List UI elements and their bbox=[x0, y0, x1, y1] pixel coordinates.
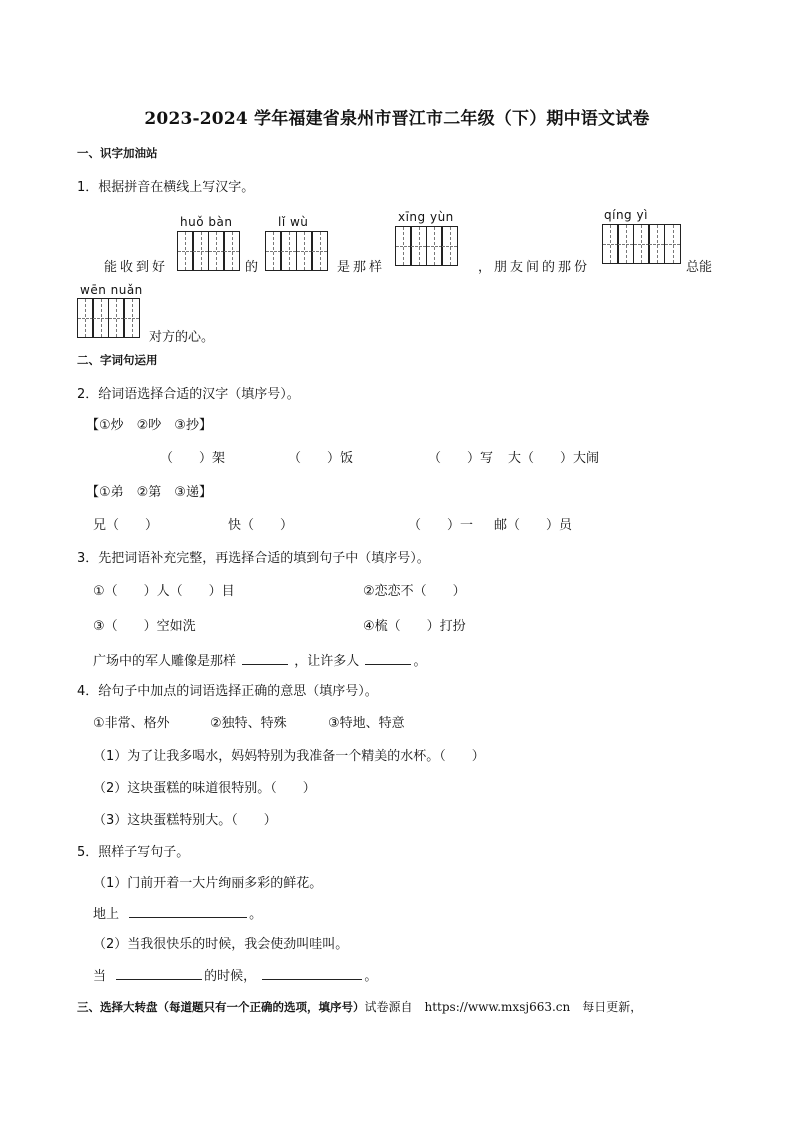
q4-sentence-3[interactable]: （3）这块蛋糕特别大。（ ） bbox=[93, 813, 277, 828]
q1-text-2: 的 bbox=[245, 260, 259, 275]
q3-option-3[interactable]: ③（ ）空如洗 bbox=[93, 619, 196, 634]
q2-item-6[interactable]: 快（ ） bbox=[228, 518, 294, 533]
q5-prompt: 5．照样子写句子。 bbox=[77, 845, 190, 860]
q3-sentence-part-a: 广场中的军人雕像是那样 bbox=[93, 654, 237, 669]
writing-grid-liwu[interactable] bbox=[266, 231, 328, 271]
page-title: 2023-2024 学年福建省泉州市晋江市二年级（下）期中语文试卷 bbox=[144, 109, 650, 129]
q5-blank-2[interactable] bbox=[116, 967, 202, 980]
q2-item-4[interactable]: 大（ ）大闹 bbox=[508, 451, 600, 466]
q2-item-3[interactable]: （ ）写 bbox=[428, 451, 494, 466]
q4-prompt: 4．给句子中加点的词语选择正确的意思（填序号）。 bbox=[77, 684, 378, 699]
q2-item-1[interactable]: （ ）架 bbox=[160, 451, 226, 466]
section-1-heading: 一、识字加油站 bbox=[77, 146, 158, 160]
q3-sentence-part-b: ，让许多人 bbox=[294, 654, 360, 669]
source-note: 试卷源自 https://www.mxsj663.cn 每日更新， bbox=[364, 1000, 643, 1014]
q2-item-8[interactable]: 邮（ ）员 bbox=[494, 518, 573, 533]
q3-prompt: 3．先把词语补充完整，再选择合适的填到句子中（填序号）。 bbox=[77, 551, 430, 566]
q5-example-2: （2）当我很快乐的时候，我会使劲叫哇叫。 bbox=[93, 937, 349, 952]
pinyin-huoban: huǒ bàn bbox=[180, 215, 233, 229]
q1-prompt: 1．根据拼音在横线上写汉字。 bbox=[77, 180, 255, 195]
q5-answer-1-suffix: 。 bbox=[249, 907, 263, 922]
q3-sentence bbox=[93, 650, 426, 669]
q5-answer-2-prefix: 当 bbox=[93, 969, 107, 984]
q2-item-7[interactable]: （ ）一 bbox=[408, 518, 474, 533]
q3-option-2[interactable]: ②恋恋不（ ） bbox=[363, 584, 466, 599]
pinyin-qingyi: qíng yì bbox=[604, 208, 648, 222]
q4-sentence-1[interactable]: （1）为了让我多喝水，妈妈特别为我准备一个精美的水杯。（ ） bbox=[93, 749, 485, 764]
section-2-heading: 二、字词句运用 bbox=[77, 353, 158, 367]
q5-example-1: （1）门前开着一大片绚丽多彩的鲜花。 bbox=[93, 876, 323, 891]
writing-grid-qingyi[interactable] bbox=[603, 224, 681, 264]
q5-answer-2-middle: 的时候， bbox=[204, 969, 257, 984]
q1-text-1: 能收到好 bbox=[104, 260, 169, 275]
q4-option-3: ③特地、特意 bbox=[328, 716, 405, 731]
q5-answer-2 bbox=[93, 965, 377, 984]
q4-option-1: ①非常、格外 bbox=[93, 716, 170, 731]
q3-blank-2[interactable] bbox=[365, 652, 411, 665]
q4-sentence-2[interactable]: （2）这块蛋糕的味道很特别。（ ） bbox=[93, 781, 316, 796]
q2-item-2[interactable]: （ ）饭 bbox=[288, 451, 354, 466]
pinyin-liwu: lǐ wù bbox=[278, 215, 309, 229]
q5-answer-1 bbox=[93, 903, 262, 922]
pinyin-xingyun: xīng yùn bbox=[398, 210, 454, 224]
q1-text-5: 总能 bbox=[686, 260, 713, 275]
q5-answer-2-suffix: 。 bbox=[364, 969, 378, 984]
q2-group-1: 【①炒 ②吵 ③抄】 bbox=[86, 418, 212, 433]
q3-blank-1[interactable] bbox=[242, 652, 288, 665]
writing-grid-xingyun[interactable] bbox=[396, 226, 458, 266]
q4-option-2: ②独特、特殊 bbox=[210, 716, 287, 731]
q5-blank-1[interactable] bbox=[129, 905, 247, 918]
q5-answer-1-prefix: 地上 bbox=[93, 907, 120, 922]
q2-group-2: 【①弟 ②第 ③递】 bbox=[86, 485, 212, 500]
q2-item-5[interactable]: 兄（ ） bbox=[93, 518, 159, 533]
q2-prompt: 2．给词语选择合适的汉字（填序号）。 bbox=[77, 387, 300, 402]
q3-option-4[interactable]: ④梳（ ）打扮 bbox=[363, 619, 466, 634]
q1-text-6: 对方的心。 bbox=[149, 330, 215, 345]
writing-grid-wennuan[interactable] bbox=[78, 298, 140, 338]
writing-grid-huoban[interactable] bbox=[178, 231, 240, 271]
section-3-heading: 三、选择大转盘（每道题只有一个正确的选项，填序号） bbox=[77, 1000, 365, 1014]
q3-option-1[interactable]: ①（ ）人（ ）目 bbox=[93, 584, 235, 599]
q1-text-4: ，朋友间的那份 bbox=[478, 260, 591, 275]
q5-blank-3[interactable] bbox=[262, 967, 362, 980]
q3-sentence-part-c: 。 bbox=[413, 654, 427, 669]
pinyin-wennuan: wēn nuǎn bbox=[80, 283, 143, 297]
q1-text-3: 是那样 bbox=[337, 260, 386, 275]
section-3-line bbox=[77, 996, 642, 1015]
